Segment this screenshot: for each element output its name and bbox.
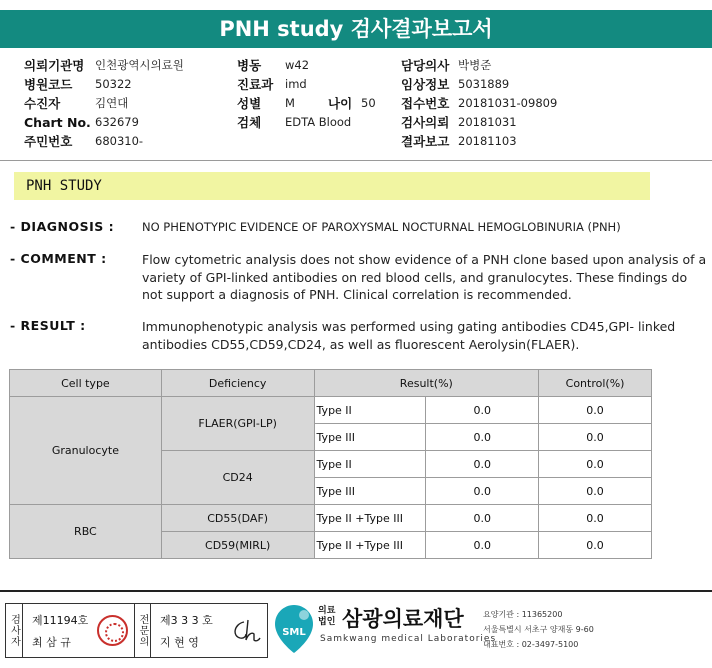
result-label: - RESULT : [10,318,86,333]
examiner-number: 제11194호 [32,614,89,627]
footer-divider [0,590,712,592]
care-number: 요양기관 : 11365200 [483,610,563,619]
chart-label: Chart No. [24,115,91,130]
chart-value: 632679 [95,115,139,129]
doctor-value: 박병준 [458,58,492,72]
org-address: 서울특별시 서초구 양재동 9-60 [483,625,594,634]
sml-logo-icon [271,603,317,655]
specialist-name: 지 현 영 [160,636,199,649]
seal-icon [97,615,128,646]
doctor-label: 담당의사 [401,58,450,73]
cell-rbc: RBC [10,505,162,559]
results-table [9,369,652,559]
header-divider [0,160,712,161]
receipt-value: 20181031-09809 [458,96,558,110]
specialist-label: 전문의 [134,604,151,657]
diagnosis-text: NO PHENOTYPIC EVIDENCE OF PAROXYSMAL NOCTURNAL HEMOGLOBINURIA (PNH) [142,220,621,234]
sex-label: 성별 [237,96,262,111]
patient-name: 김연대 [95,96,129,110]
report-date-label: 결과보고 [401,134,450,149]
cell-result: 0.0 [426,451,539,478]
institution-label: 의뢰기관명 [24,58,85,73]
dept-label: 진료과 [237,77,274,92]
cell-result: 0.0 [426,424,539,451]
comment-label: - COMMENT : [10,251,107,266]
result-text: Immunophenotypic analysis was performed using gating antibodies CD45,GPI- linked antibodies CD55,CD59,CD24, as well as fluorescent Aerolysin(FLAER). [142,319,676,352]
ward-value: w42 [285,58,310,72]
sex-value: M [285,96,295,110]
receipt-label: 접수번호 [401,96,450,111]
cell-type: Type II +Type III [314,505,426,532]
hospital-code-value: 50322 [95,77,132,91]
cell-control: 0.0 [539,424,652,451]
ward-label: 병동 [237,58,262,73]
org-phone: 대표번호 : 02-3497-5100 [483,640,579,649]
cell-result: 0.0 [426,532,539,559]
age-label: 나이 [328,96,353,111]
report-date-value: 20181103 [458,134,517,148]
dept-value: imd [285,77,307,91]
specimen-label: 검체 [237,115,262,130]
hospital-code-label: 병원코드 [24,77,73,92]
cell-deficiency: FLAER(GPI-LP) [161,397,314,451]
cell-type: Type II +Type III [314,532,426,559]
table-header-row [10,370,652,397]
patient-label: 수진자 [24,96,61,111]
specialist-number: 제3 3 3 호 [160,614,213,627]
age-value: 50 [361,96,376,110]
logo-text: SML [282,627,306,638]
cell-type: Type III [314,478,426,505]
examiner-name: 최 삼 규 [32,636,71,649]
institution-value: 인천광역시의료원 [95,58,184,72]
clinical-label: 임상정보 [401,77,450,92]
comment-text: Flow cytometric analysis does not show evidence of a PNH clone based upon analysis of a variety of GPI-linked antibodies on red blood cells, and granulocytes. These findings do not support a diagnosis of PNH. Clinical correlation is recommended. [142,252,707,302]
specimen-value: EDTA Blood [285,115,352,129]
cell-control: 0.0 [539,397,652,424]
cell-control: 0.0 [539,478,652,505]
cell-type: Type II [314,397,426,424]
cell-result: 0.0 [426,505,539,532]
cell-deficiency: CD55(DAF) [161,505,314,532]
cell-deficiency: CD59(MIRL) [161,532,314,559]
diagnosis-label: - DIAGNOSIS : [10,219,115,234]
resident-value: 680310- [95,134,144,148]
cell-deficiency: CD24 [161,451,314,505]
test-date-label: 검사의뢰 [401,115,450,130]
cell-result: 0.0 [426,478,539,505]
examiner-label: 검사자 [6,604,23,657]
cell-result: 0.0 [426,397,539,424]
cell-control: 0.0 [539,451,652,478]
header-deficiency: Deficiency [161,370,314,397]
study-title: PNH STUDY [14,172,650,200]
cell-type: Type III [314,424,426,451]
cell-control: 0.0 [539,505,652,532]
resident-label: 주민번호 [24,134,73,149]
header-result: Result(%) [314,370,539,397]
signature-icon [228,616,262,646]
clinical-value: 5031889 [458,77,510,91]
cell-control: 0.0 [539,532,652,559]
signature-box [5,603,268,658]
org-english-name: Samkwang medical Laboratories [320,634,497,644]
org-prefix: 의료법인 [318,606,336,627]
table-row [10,505,652,532]
cell-type: Type II [314,451,426,478]
org-name: 삼광의료재단 [342,607,464,631]
cell-granulocyte: Granulocyte [10,397,162,505]
table-row [10,397,652,424]
header-cell-type: Cell type [10,370,162,397]
header-control: Control(%) [539,370,652,397]
report-title: PNH study 검사결과보고서 [0,10,712,48]
test-date-value: 20181031 [458,115,517,129]
